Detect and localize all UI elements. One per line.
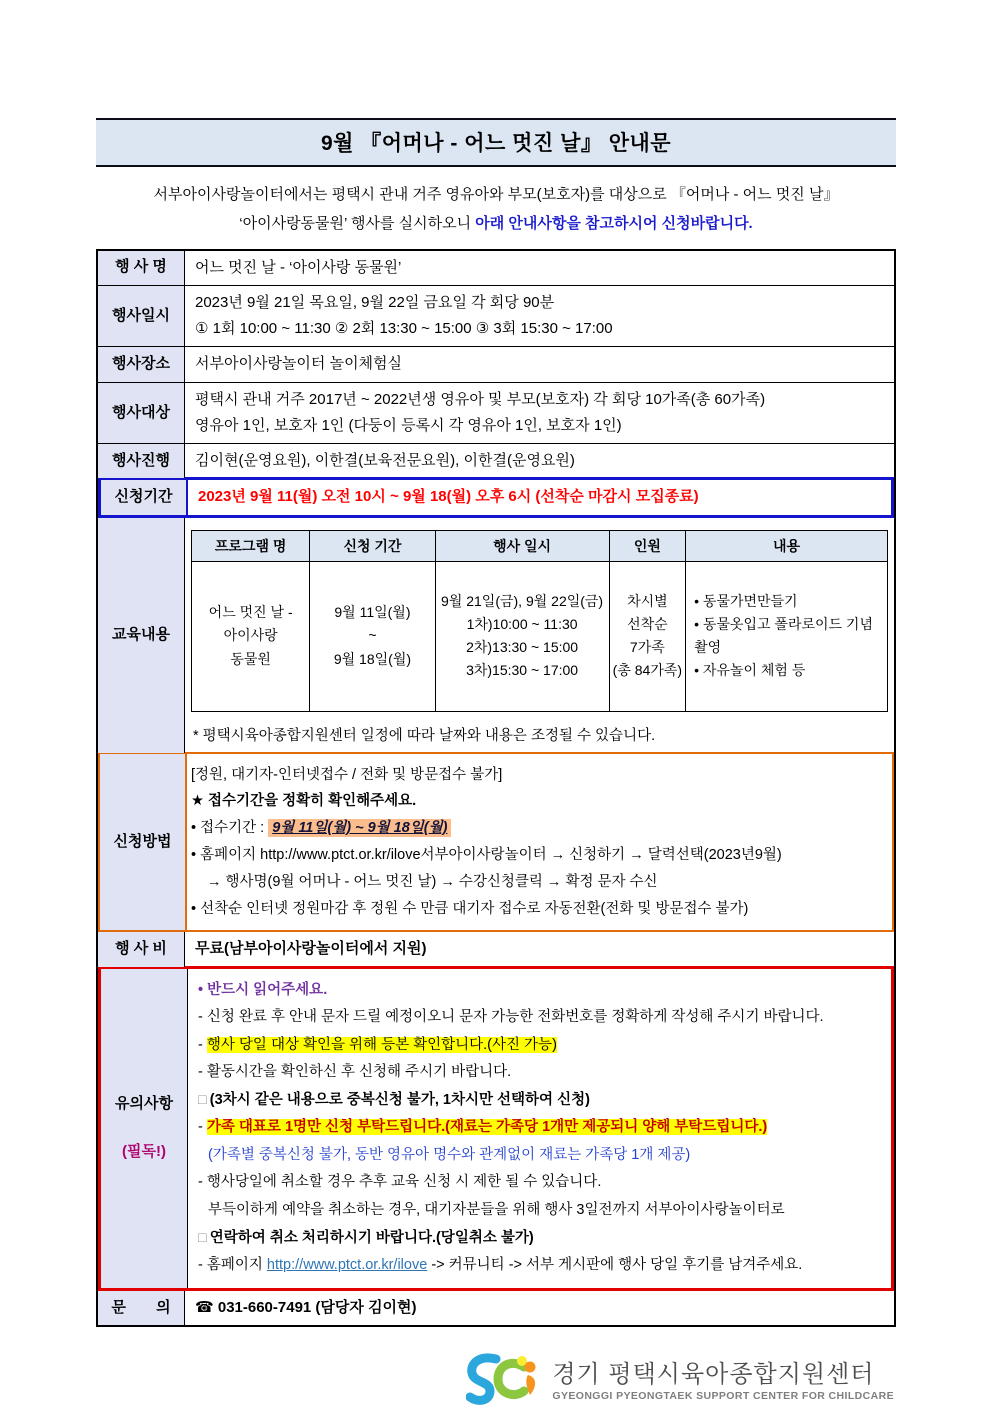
apply-period-prefix: • 접수기간 :	[191, 820, 269, 837]
event-name-value	[185, 251, 894, 285]
application-period-value	[188, 480, 891, 514]
notes-line-material: (가족별 중복신청 불가, 동반 영유아 명수와 관계없이 재료는 가족당 1개 제공)	[208, 1146, 691, 1163]
notes-line-duplicate: □ (3차시 같은 내용으로 중복신청 불가, 1차시만 선택하여 신청)	[198, 1091, 590, 1108]
program-table-wrapper	[185, 518, 894, 714]
notes-content	[188, 969, 891, 1288]
apply-method-value	[187, 754, 892, 931]
apply-line-homepage2: → 행사명(9월 어머나 - 어느 멋진 날) → 수강신청클릭 → 확정 문자 수신	[207, 873, 658, 890]
center-logo-icon	[466, 1351, 542, 1405]
intro-line2-emphasis: 아래 안내사항을 참고하시어 신청바랍니다.	[475, 215, 753, 233]
notes-highlight-register: 행사 당일 대상 확인을 위해 등본 확인합니다.(사진 가능)	[206, 1036, 557, 1053]
row-label-application-period: 신청기간	[101, 480, 188, 514]
main-table	[96, 249, 896, 1327]
org-name-english: GYEONGGI PYEONGTAEK SUPPORT CENTER FOR CHILDCARE	[552, 1389, 894, 1402]
cell-capacity: 차시별 선착순 7가족 (총 84가족)	[609, 561, 686, 711]
apply-line-waitlist: • 선착순 인터넷 정원마감 후 정원 수 만큼 대기자 접수로 자동전환(전화 및 방문접수 불가)	[191, 900, 749, 917]
row-event-staff	[98, 444, 894, 478]
notes-value	[188, 969, 891, 1288]
apply-line-period	[191, 815, 888, 842]
notes-line-one-per-family: - 가족 대표로 1명만 신청 부탁드립니다.(재료는 가족당 1개만 제공되니 양해 부탁드립니다.)	[198, 1119, 768, 1136]
event-datetime-value	[185, 286, 894, 347]
row-label-event-staff: 행사진행	[98, 444, 185, 478]
cell-event-time: 9월 21일(금), 9월 22일(금) 1차)10:00 ~ 11:30 2차)13:30 ~ 15:00 3차)15:30 ~ 17:00	[435, 561, 609, 711]
event-staff-text: 김이현(운영요원), 이한결(보육전문요원), 이한결(운영요원)	[195, 452, 575, 469]
schedule-footnote: * 평택시육아종합지원센터 일정에 따라 날짜와 내용은 조정될 수 있습니다.	[193, 727, 656, 744]
notes-line-phone: - 신청 완료 후 안내 문자 드릴 예정이오니 문자 가능한 전화번호를 정확하게 작성해 주시기 바랍니다.	[198, 1009, 824, 1026]
program-table-data-row	[192, 561, 888, 711]
apply-line-homepage: • 홈페이지 http://www.ptct.or.kr/ilove서부아이사랑놀이터 → 신청하기 → 달력선택(2023년9월)	[191, 846, 782, 863]
apply-method-content	[187, 754, 892, 931]
notice-document	[96, 0, 896, 1405]
event-target-line1: 평택시 관내 거주 2017년 ~ 2022년생 영유아 및 부모(보호자) 각 회당 10가족(총 60가족)	[195, 390, 766, 408]
contact-phone-text: 031-660-7491 (담당자 김이현)	[213, 1298, 417, 1316]
row-label-apply-method: 신청방법	[100, 754, 187, 931]
org-name-block	[552, 1354, 894, 1402]
event-name-text: 어느 멋진 날 - ‘아이사랑 동물원’	[195, 258, 402, 276]
row-notes	[98, 966, 894, 1291]
col-header-apply-period: 신청 기간	[310, 530, 435, 561]
col-header-capacity: 인원	[609, 530, 686, 561]
event-datetime-line2: ① 1회 10:00 ~ 11:30 ② 2회 13:30 ~ 15:00 ③ 3회 15:30 ~ 17:00	[195, 320, 613, 337]
row-apply-method	[98, 752, 894, 933]
apply-line-check-period: ★ 접수기간을 정확히 확인해주세요.	[191, 793, 417, 810]
cell-apply-period: 9월 11일(월) ~ 9월 18일(월)	[310, 561, 435, 711]
notes-line-must-read: • 반드시 읽어주세요.	[198, 981, 328, 998]
col-header-content: 내용	[686, 530, 888, 561]
page-title: 9월 『어머나 - 어느 멋진 날』 안내문	[96, 118, 896, 167]
row-education-content	[98, 518, 894, 753]
row-label-notes	[101, 969, 188, 1288]
row-event-place	[98, 347, 894, 382]
bullet-icon: •	[198, 981, 208, 998]
row-event-name	[98, 251, 894, 286]
notes-line-cancel-contact: □ 연락하여 취소 처리하시기 바랍니다.(당일취소 불가)	[198, 1229, 534, 1246]
education-content-value	[185, 518, 894, 753]
row-label-event-datetime: 행사일시	[98, 286, 185, 347]
apply-line-quota: [정원, 대기자-인터넷접수 / 전화 및 방문접수 불가]	[191, 766, 503, 783]
col-header-event-time: 행사 일시	[435, 530, 609, 561]
row-event-target	[98, 383, 894, 445]
program-table	[191, 530, 888, 712]
row-event-datetime	[98, 286, 894, 348]
program-table-header-row	[192, 530, 888, 561]
homepage-link[interactable]: http://www.ptct.or.kr/ilove	[266, 1257, 428, 1274]
row-label-event-fee: 행 사 비	[98, 932, 185, 966]
notes-line-cancel-limit: - 행사당일에 취소할 경우 추후 교육 신청 시 제한 될 수 있습니다.	[198, 1174, 602, 1191]
intro-line1: 서부아이사랑놀이터에서는 평택시 관내 거주 영유아와 부모(보호자)를 대상으로 『어머나 - 어느 멋진 날』	[153, 186, 839, 203]
notes-line-review: - 홈페이지 http://www.ptct.or.kr/ilove -> 커뮤니티 -> 서부 게시판에 행사 당일 후기를 남겨주세요.	[198, 1257, 803, 1274]
notes-label-must-read: (필독!)	[122, 1143, 166, 1161]
col-header-program-name: 프로그램 명	[192, 530, 310, 561]
notes-highlight-family: 가족 대표로 1명만 신청 부탁드립니다.(재료는 가족당 1개만 제공되니 양해 부탁드립니다.)	[206, 1119, 768, 1136]
org-name-korean: 경기 평택시육아종합지원센터	[552, 1360, 875, 1388]
event-staff-value	[185, 444, 894, 478]
intro-paragraph	[96, 180, 896, 239]
cell-program-name: 어느 멋진 날 - 아이사랑 동물원	[192, 561, 310, 711]
event-datetime-line1: 2023년 9월 21일 목요일, 9월 22일 금요일 각 회당 90분	[195, 293, 555, 311]
notes-line-activity-time: - 활동시간을 확인하신 후 신청해 주시기 바랍니다.	[198, 1064, 512, 1081]
event-place-text: 서부아이사랑놀이터 놀이체험실	[195, 355, 403, 373]
phone-icon: ☎	[195, 1298, 214, 1316]
row-label-event-place: 행사장소	[98, 347, 185, 381]
footer	[96, 1351, 896, 1405]
cell-content: • 동물가면만들기 • 동물옷입고 폴라로이드 기념촬영 • 자유놀이 체험 등	[686, 561, 888, 711]
event-fee-text: 무료(남부아이사랑놀이터에서 지원)	[195, 940, 427, 958]
event-target-value	[185, 383, 894, 444]
intro-line2: ‘아이사랑동물원’ 행사를 실시하오니	[239, 215, 476, 233]
contact-value	[185, 1291, 894, 1325]
row-label-event-target: 행사대상	[98, 383, 185, 444]
apply-period-highlight: 9월 11일(월) ~ 9월 18일(월)	[268, 819, 451, 837]
checkbox-icon: □	[198, 1229, 207, 1246]
notes-line-register-check: - 행사 당일 대상 확인을 위해 등본 확인합니다.(사진 가능)	[198, 1036, 557, 1053]
row-contact	[98, 1291, 894, 1325]
row-label-event-name: 행 사 명	[98, 251, 185, 285]
notes-label-main: 유의사항	[115, 1094, 173, 1112]
notes-line-cancel-advance: 부득이하게 예약을 취소하는 경우, 대기자분들을 위해 행사 3일전까지 서부아이사랑놀이터로	[208, 1202, 785, 1218]
checkbox-icon: □	[198, 1091, 207, 1108]
row-label-education-content: 교육내용	[98, 518, 185, 753]
row-application-period	[98, 477, 894, 517]
event-target-line2: 영유아 1인, 보호자 1인 (다둥이 등록시 각 영유아 1인, 보호자 1인)	[195, 416, 622, 434]
application-period-text: 2023년 9월 11(월) 오전 10시 ~ 9월 18(월) 오후 6시 (선착순 마감시 모집종료)	[198, 488, 699, 506]
row-event-fee	[98, 932, 894, 966]
event-place-value	[185, 347, 894, 381]
row-label-contact: 문 의	[98, 1291, 185, 1325]
event-fee-value	[185, 932, 894, 966]
